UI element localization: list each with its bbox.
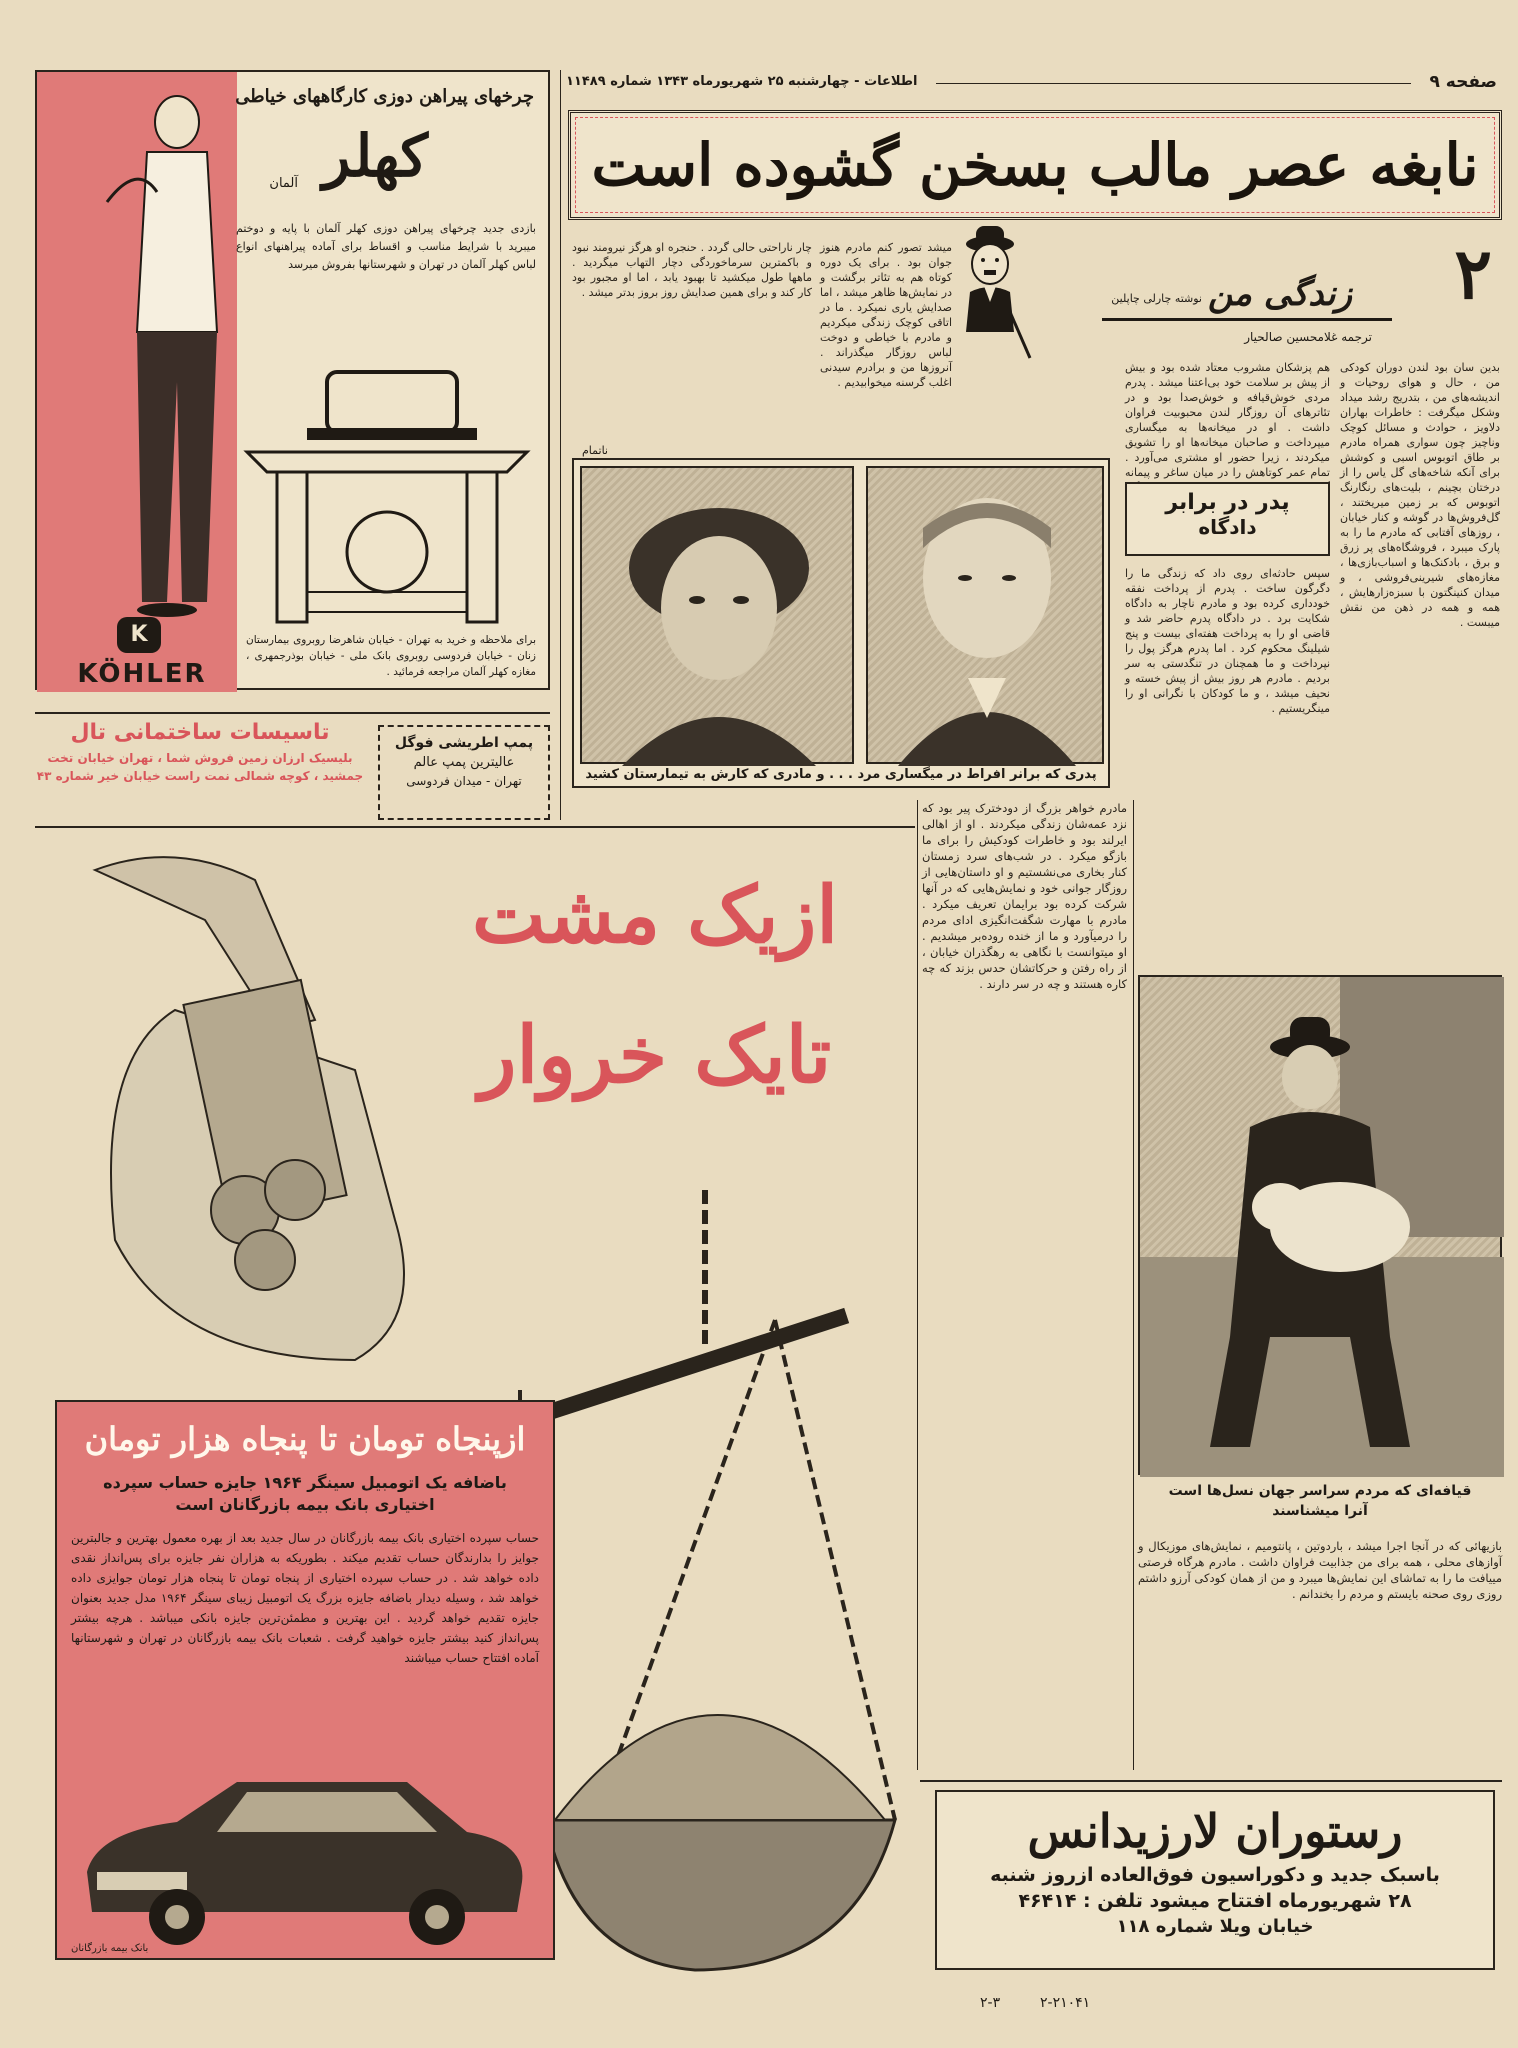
- restaurant-ad: [935, 1790, 1495, 1970]
- bank-headline-line2: تایک خروار: [478, 1010, 832, 1101]
- building-ad: [35, 720, 365, 810]
- article-end-mark: ناتمام: [582, 444, 608, 457]
- footer-code-left: ۲-۳: [980, 1995, 1001, 2011]
- article-column-1: بدین سان بود لندن دوران کودکی من ، حال و هوای روحیات و اندیشه‌های من ، بتدریج رشد میداد وشکل میگرفت : خاطرات بهاران دلاویز ، حوادث و مسائل کوچک وناچیز چون سواری همراه مادرم بر طاق اتوبوس اسبی و کوشش برای آنکه شاخه‌های گل یاس را از درختان بچینم ، بلیت‌های رنگارنگ اتوبوس که بر زمین میریختند ، گل‌فروش‌ها در گوشه و کنار خیابان ، روزهای آفتابی که مادرم ما را به پارک میبرد ، فروشگاه‌های پر زرق و برق ، بادکنک‌ها و اسباب‌بازی‌ها ، مغازه‌های شیرینی‌فروشی ، و میدان کنینگتون با سبزه‌زارهایش ، همه و همه در ذهن من نقش میبست .: [1340, 361, 1500, 629]
- chaplin-photo-caption-line2: آنرا میشناسند: [1272, 1503, 1368, 1519]
- father-photo: [866, 466, 1104, 764]
- pump-ad-line3: تهران - میدان فردوسی: [406, 774, 522, 788]
- article-column-3: میشد تصور کنم مادرم هنوز جوان بود . برای یک دوره کوتاه هم به تئاتر برگشت و در نمایش‌ها ظاهر میشد ، اما صدایش یاری نمیکرد . ما در اتاقی کوچک زندگی میکردیم و مادرم با خیاطی و دوخت لباس روزگار میگذراند . آنروزها من و برادرم سیدنی اغلب گرسنه میخوابیدیم .: [820, 241, 952, 389]
- kohler-logo-mark-icon: K: [117, 617, 161, 653]
- kohler-address: برای ملاحظه و خرید به تهران - خیابان شاهرضا روبروی بیمارستان زنان - خیابان فردوسی روبروی بانک ملی - خیابان بوذرجمهری ، مغازه کهلر آلمان مراجعه فرمائید .: [246, 634, 536, 678]
- car-icon: [67, 1752, 537, 1952]
- page-header: [566, 72, 1501, 94]
- bank-body: حساب سپرده اختیاری بانک بیمه بازرگانان در سال جدید بعد از بهره معمول بهترین و جالبترین جوایز را بدارندگان حساب تقدیم میکند . بطوریکه به هزاران نفر جایزه برای پس‌انداز نقدی داده خواهد شد . در حساب سپرده اختیاری از پنجاه تومان تا پنجاه هزار تومان جوایزی داده خواهد شد ، وسیله دیدار باضافه جایزه بزرگ یک اتومبیل زیبای سینگر ۱۹۶۴ مدل جدید بعنوان جایزه تقدیم خواهد گردید . این بهترین و مطمئن‌ترین جایزه بانکی میباشد . هرچه بیشتر پس‌انداز کنید بیشتر جایزه خواهید گرفت . شعبات بانک بیمه بازرگانان در تهران و شهرستانها آماده افتتاح حساب میباشند: [71, 1531, 539, 1665]
- building-ad-title: تاسیسات ساختمانی تال: [70, 720, 330, 745]
- article-column-left-mid: سپس حادثه‌ای روی داد که زندگی ما را دگرگون ساخت . پدرم از پرداخت نفقه خودداری کرده بود و مادرم ناچار به دادگاه شکایت برد . در دادگاه پدرم حاضر شد و قاضی او را به پرداخت هفته‌ای بیست و پنج شیلینگ محکوم کرد . اما پدرم هرگز پول را نپرداخت و ما همچنان در تنگدستی به سر بردیم . مادرم هر روز بیش از پیش خسته و نحیف میشد ، و ما کودکان با نگرانی او را مینگریستیم .: [1125, 567, 1330, 715]
- hand-money-icon: [55, 840, 435, 1400]
- mother-photo: [580, 466, 854, 764]
- episode-number: ۲: [1454, 232, 1492, 315]
- parents-photo-caption: پدری که برانر افراط در میگساری مرد . . . و مادری که کارش به تیمارستان کشید: [585, 767, 1097, 782]
- series-title: زندگی من: [1207, 274, 1352, 314]
- translator: ترجمه غلامحسین صالحیار: [1244, 330, 1372, 344]
- kohler-ad: [35, 70, 550, 690]
- kohler-brand-fa: کهلر: [322, 122, 428, 190]
- chaplin-caricature-icon: [940, 222, 1040, 362]
- article-column-bottom: بازیهائی که در آنجا اجرا میشد ، باردوتین ، پانتومیم ، نمایش‌های موزیکال و آوازهای محلی ، همه برای من جذابیت فراوان داشت . مادرم هرگاه فرصتی مییافت ما را به تماشای این نمایش‌ها میبرد و من از همان کودکی آرزو داشتم روزی روی صحنه بایستم و مردم را بخندانم .: [1138, 1539, 1502, 1601]
- byline: نوشته چارلی چاپلین: [1111, 292, 1202, 305]
- series-title-block: [940, 222, 1502, 362]
- chaplin-dog-photo: [1138, 975, 1502, 1475]
- bank-signature: بانک بیمه بازرگانان: [71, 1943, 149, 1954]
- tailor-figure-icon: [67, 82, 237, 622]
- pump-ad: [378, 725, 550, 820]
- restaurant-line3: خیابان ویلا شماره ۱۱۸: [1116, 1916, 1314, 1937]
- pump-ad-line1: پمپ اطریشی فوگل: [394, 735, 534, 751]
- page-number: صفحه ۹: [1429, 72, 1497, 92]
- chaplin-photo-caption-line1: قیافه‌ای که مردم سراسر جهان نسل‌ها است: [1168, 1483, 1472, 1499]
- bank-red-panel: [55, 1400, 555, 1960]
- subhead-line2: دادگاه: [1198, 515, 1257, 539]
- chaplin-photo-block: [1138, 975, 1502, 1530]
- article-headline: نابغه عصر مالب بسخن گشوده است: [591, 131, 1479, 199]
- kohler-logo-text: KÖHLER: [77, 659, 207, 689]
- article-column-2: هم پزشکان مشروب معتاد شده بود و بیش از پیش بر سلامت خود بی‌اعتنا میشد . پدرم مردی خوش‌قیافه و خوش‌صدا بود و در تئاترهای آن روزگار لندن محبوبیت فراوان داشت . او در میخانه‌ها به میگساری میپرداخت و صاحبان میخانه‌ها او را تشویق میکردند ، زیرا حضور او مشتری می‌آورد . تمام عمر کوتاهش را در میان ساغر و پیمانه: [1125, 361, 1330, 479]
- subhead-box: [1125, 482, 1330, 556]
- kohler-body: بازدی جدید چرخهای پیراهن دوزی کهلر آلمان با پایه و دوختم میبرید با شرایط مناسب و اقساط برای آماده پیراهنهای انواع لباس کهلر آلمان در تهران و شهرستانها بفروش میرسد: [236, 222, 536, 271]
- pump-ad-line2: عالیترین پمپ عالم: [413, 755, 515, 770]
- footer-code-right: ۲-۲۱۰۴۱: [1040, 1995, 1091, 2011]
- kohler-tagline: چرخهای پیراهن دوزی کارگاههای خیاطی: [235, 86, 534, 107]
- article-headline-box: [568, 110, 1502, 220]
- subhead-line1: پدر در برابر: [1165, 490, 1290, 515]
- bank-ad: [35, 830, 915, 1980]
- restaurant-line1: باسبک جدید و دکوراسیون فوق‌العاده ازروز شنبه: [990, 1864, 1440, 1886]
- building-ad-body: بلیسیک ارزان زمین فروش شما ، تهران خیابان تخت جمشید ، کوچه شمالی نمت راست خیابان خیر شماره ۴۳: [36, 751, 364, 783]
- article-column-center-low: مادرم خواهر بزرگ از دودخترک پیر بود که نزد عمه‌شان زندگی میکردند . او از اهالی ایرلند بود و خاطرات کودکیش را برای ما بازگو میکرد . در شب‌های سرد زمستان کنار بخاری می‌نشستیم و او داستان‌هایی از روزگار جوانی خود و نمایش‌هایی که در آنها شرکت کرده بود برایمان تعریف میکرد . مادرم با مهارت شگفت‌انگیزی ادای مردم را درمیآورد و ما از خنده روده‌بر میشدیم . او میتوانست با نگاهی به رهگذران خیابان ، از راه رفتن و حرکاتشان حدس بزند که چه کاره هستند و چه در سر دارند .: [922, 801, 1127, 991]
- kohler-brand-sub: آلمان: [269, 176, 298, 191]
- restaurant-title: رستوران لارزیدانس: [1027, 1804, 1403, 1858]
- bank-subtitle: باضافه یک اتومبیل سینگر ۱۹۶۴ جایزه حساب سپرده اختیاری بانک بیمه بازرگانان است: [103, 1473, 507, 1514]
- kohler-logo: [47, 622, 237, 689]
- masthead: اطلاعات - چهارشنبه ۲۵ شهریورماه ۱۳۴۳ شماره ۱۱۴۸۹: [566, 74, 918, 89]
- bank-red-title: ازپنجاه تومان تا پنجاه هزار تومان: [84, 1420, 526, 1458]
- parents-photo-frame: [572, 458, 1110, 788]
- article-column-4: چار ناراحتی حالی گردد . حنجره او هرگز نیرومند نبود و باکمترین سرماخوردگی دچار التهاب میگردید . ماهها طول میکشید تا بهبود یابد ، اما او مجبور بود کار کند و برای همین صدایش روز بروز بدتر میشد .: [572, 241, 812, 299]
- bank-headline-line1: ازیک مشت: [472, 870, 838, 961]
- sewing-machine-icon: [237, 342, 537, 632]
- restaurant-line2: ۲۸ شهریورماه افتتاح میشود تلفن : ۴۶۴۱۴: [1018, 1890, 1412, 1912]
